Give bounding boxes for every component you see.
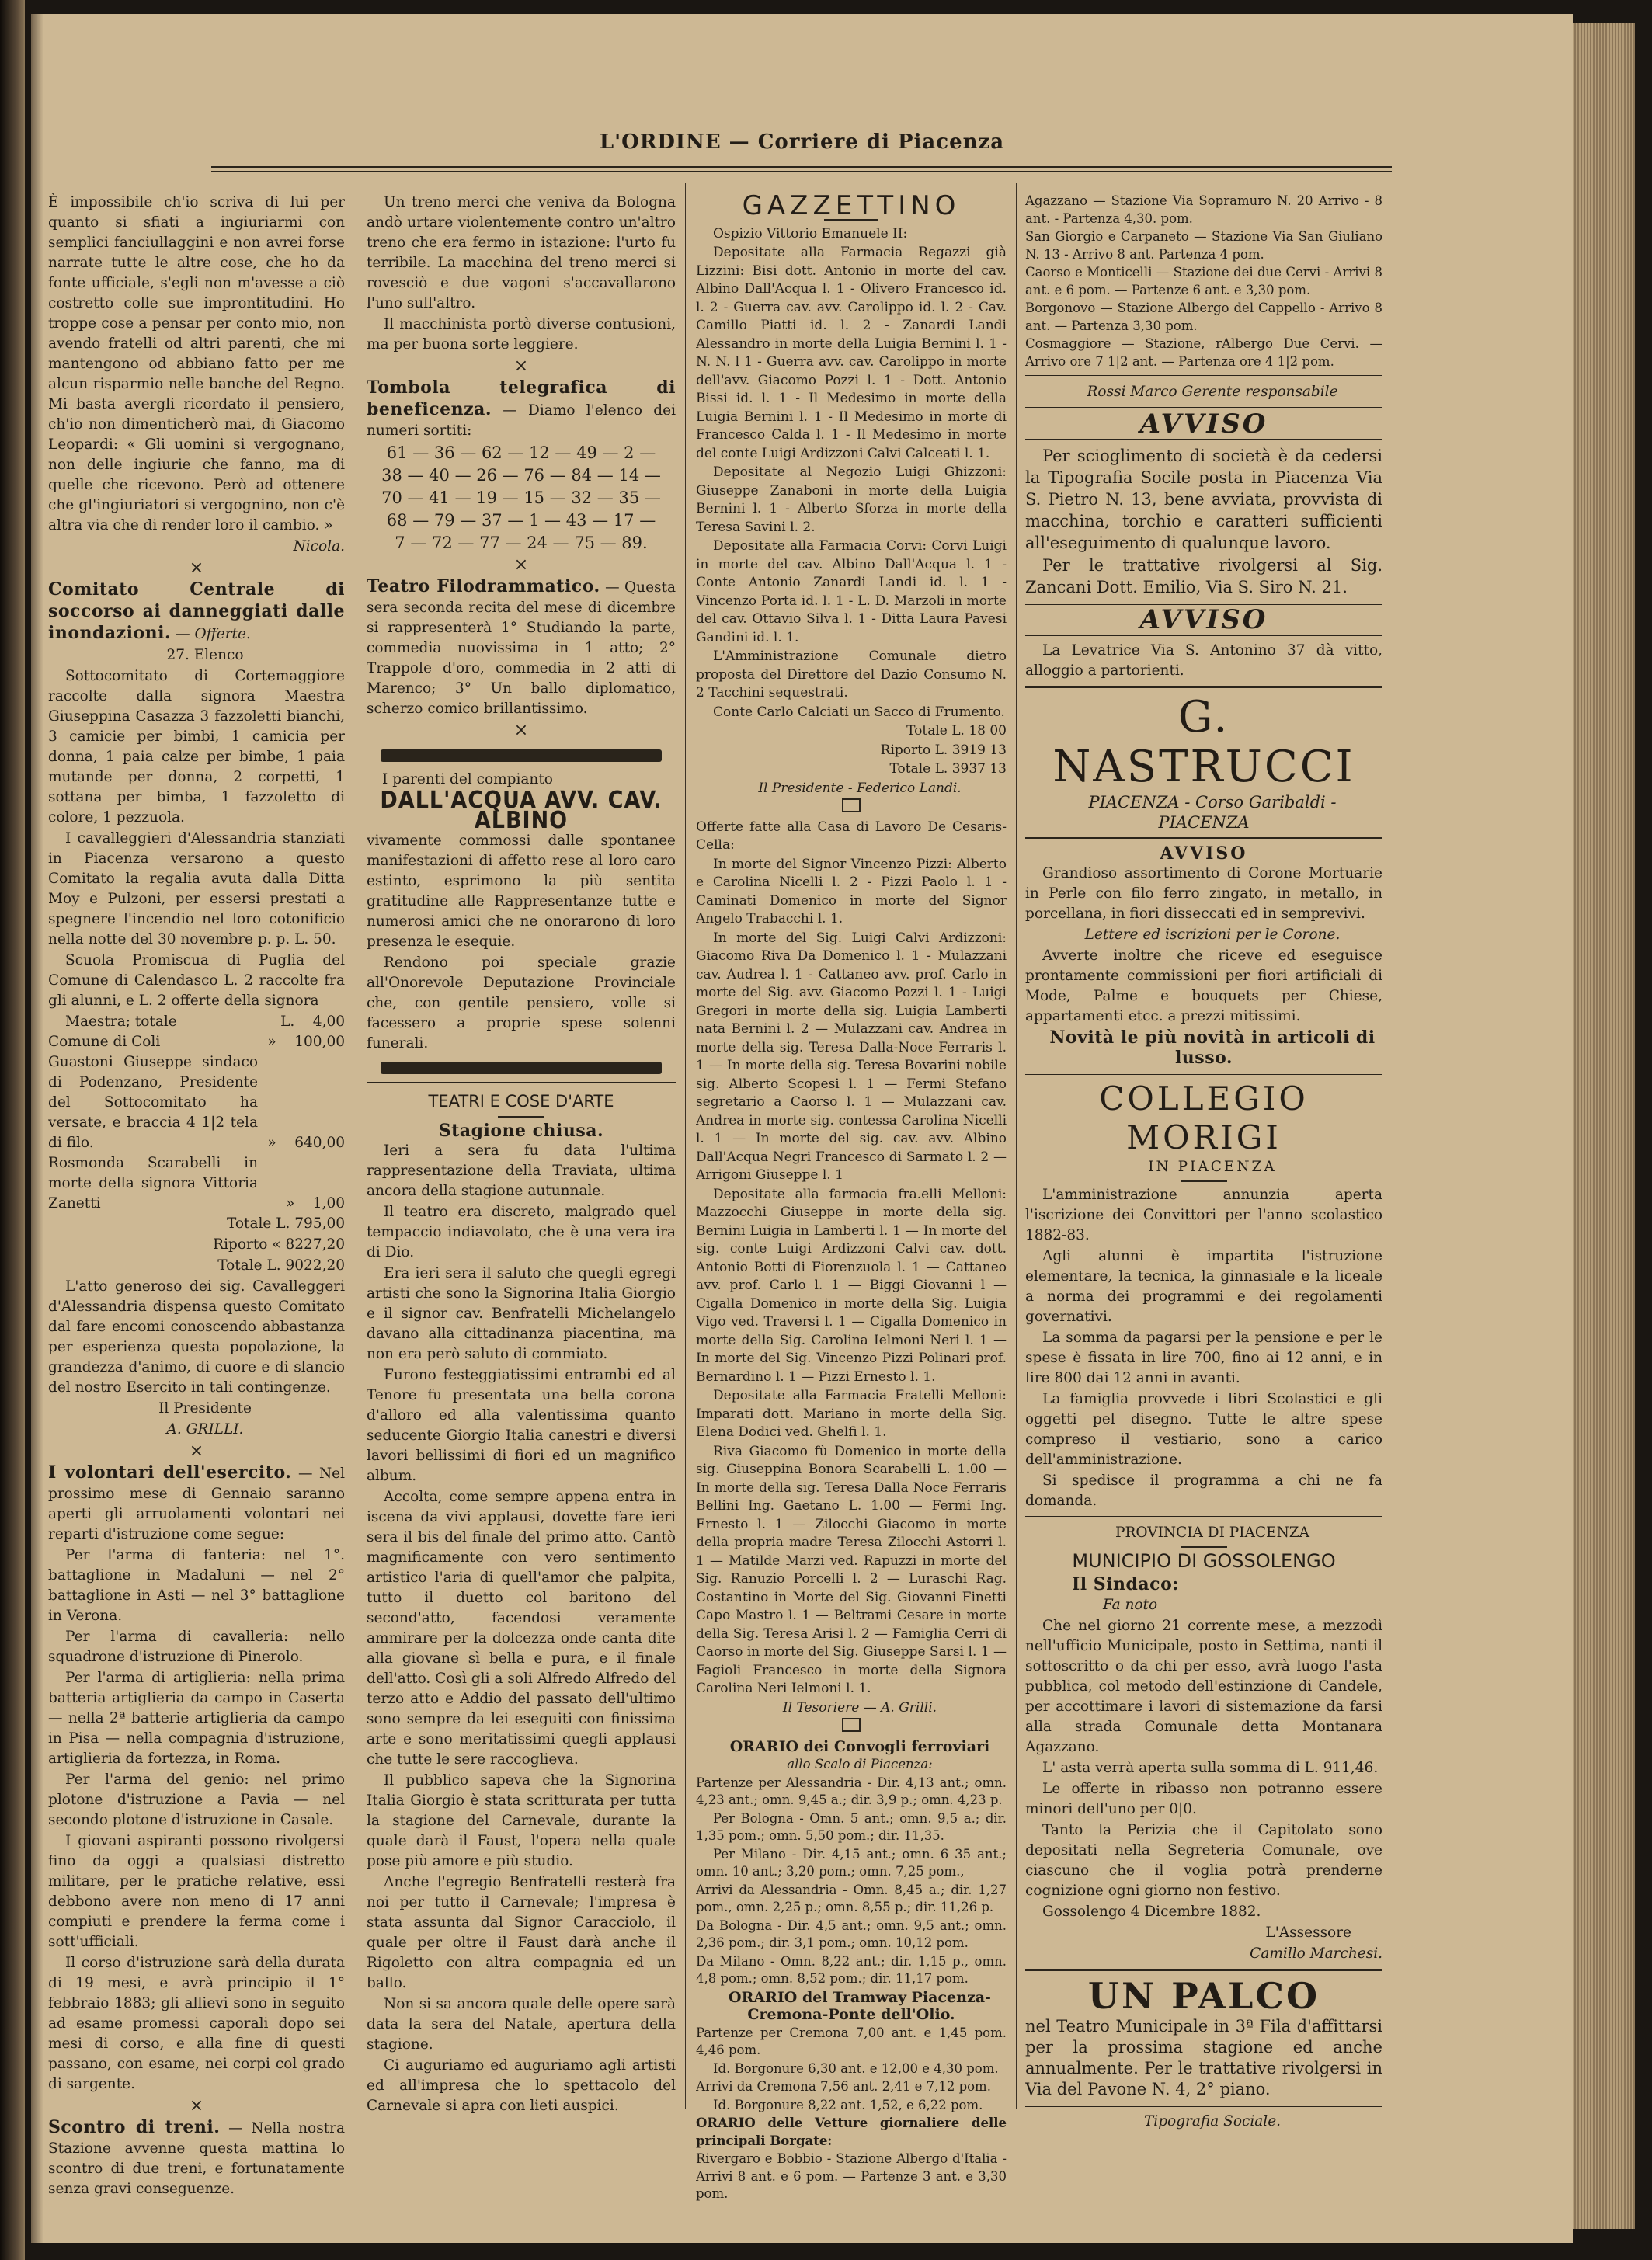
book-binding-left [0,0,25,2260]
paragraph-atto-generoso: L'atto generoso dei sig. Cavalleggeri d'Alessandria dispensa questo Comitato dal fare encomi conoscendo abbastanza per esperienza questa popolazione, la grandezza d'animo, di cuore e di slancio del nostro Esercito in tali contingenze. [48,1278,345,1396]
volontari-intro: — Nel prossimo mese di Gennaio saranno aperti gli arruolamenti volontari nei reparti d'istruzione come segue: [48,1466,345,1542]
nastrucci-name: G. NASTRUCCI [1052,692,1355,792]
morigi-p5: Si spedisce il programma a chi ne fa domanda. [1025,1472,1382,1509]
municipio-heading: MUNICIPIO DI GOSSOLENGO [1072,1550,1336,1572]
gossolengo-date: Gossolengo 4 Dicembre 1882. [1042,1904,1261,1920]
teatro-filo-text: — Questa sera seconda recita del mese di dicembre si rappresenterà 1° Studiando la parte, commedia nuovissima in 1 atto; 2° Trappole d'oro, commedia in 2 atti di Marenco; 3° Un ballo diplomatico, scherzo comico brillantissimo. [367,579,676,717]
gazz-p4: L'Amministrazione Comunale dietro proposta del Direttore del Dazio Consumo N. 2 Tacchini sequestrati. [696,648,1007,701]
gazz-p3: Depositate alla Farmacia Corvi: Corvi Luigi in morte del cav. Albino Dall'Acqua l. 1 - Conte Antonio Zanardi Landi id. l. 1 - Vincenzo Porta id. l. 1 - L. D. Marzoli in morte del cav. Ottavio Silva l. 1 - Ditta Laura Pavesi Gandini id. l. 1. [696,538,1007,645]
stagione-heading: Stagione chiusa. [438,1121,604,1141]
palco-text: nel Teatro Municipale in 3ª Fila d'affittarsi per la prossima stagione ed anche annualmente. Per le trattative rivolgersi in Via del Pavone N. 4, 2° piano. [1025,2017,1382,2098]
dallacqua-name: DALL'ACQUA AVV. CAV. ALBINO [380,787,663,834]
orario-tramway-heading: ORARIO del Tramway Piacenza-Cremona-Ponte dell'Olio. [729,1988,991,2023]
assessore-label: L'Assessore [1265,1924,1351,1941]
gazz-riporto: Riporto L. 3919 13 [880,742,1007,758]
riporto-1: Riporto « 8227,20 [213,1236,345,1253]
orario-vetture-heading: ORARIO delle Vetture giornaliere delle principali Borgate: [696,2116,1007,2148]
stagione-p7: Anche l'egregio Benfratelli resterà fra noi per tutto il Carnevale; l'impresa è stata assunta dal Signor Caracciolo, il quale per oltre il Faust darà anche il Rigoletto con altra compagnia ed un ballo. [367,1874,676,1991]
morigi-p4: La famiglia provvede i libri Scolastici e gli oggetti pel disegno. Tutte le altre spese compreso il vestiario, sono a carico dell'amministrazione. [1025,1391,1382,1468]
orario-row: Per Milano - Dir. 4,15 ant.; omn. 6 35 ant.; omn. 10 ant.; 3,20 pom.; omn. 7,25 pom., [696,1846,1007,1879]
comitato-heading: Comitato Centrale di soccorso ai danneggiati dalle inondazioni. [48,579,345,643]
divider [1025,837,1382,839]
volontari-artiglieria: Per l'arma di artiglieria: nella prima batteria artiglieria da campo in Caserta — nella 2ª batterie artiglieria da campo in Pisa — nella compagnia d'istruzione, artiglieria da fortezza, in Roma. [48,1670,345,1767]
column-4 [1025,193,1382,2243]
sindaco-label: Il Sindaco: [1072,1574,1179,1594]
vettura-row: Borgonovo — Stazione Albergo del Cappello - Arrivo 8 ant. — Partenza 3,30 pom. [1025,301,1382,333]
ledger-row: Maestra; totale L. 4,00 [65,1014,345,1030]
orario-ferrovie-heading: ORARIO dei Convogli ferroviari [729,1737,990,1755]
comitato-subheading: — Offerte. [176,626,251,642]
separator-x: × [189,558,204,578]
mourning-bar [381,749,662,762]
box-separator [696,798,1007,819]
stagione-p6: Il pubblico sapeva che la Signorina Italia Giorgio è stata scritturata per tutta la stagione del Carnevale, durante la quale darà il Faust, l'opera nella quale pose più amore e più studio. [367,1772,676,1869]
paragraph-cortemaggiore: Sottocomitato di Cortemaggiore raccolte dalla signora Maestra Giuseppina Casazza 3 fazzoletti bianchi, 3 camicie per bimbi, 1 camicia per donna, 1 paia calze per bimbe, 1 paia mutande per donna, 2 corpetti, 1 sottana per bimba, 1 fazzoletto di colore, 1 pezzuola. [48,668,345,826]
volontari-genio: Per l'arma del genio: nel primo plotone d'istruzione a Pavia — nel secondo plotone d'istruzione in Casale. [48,1771,345,1828]
morigi-subheading: IN PIACENZA [1148,1159,1277,1175]
short-divider [1181,1546,1227,1548]
vettura-row: Cosmaggiore — Stazione, rAlbergo Due Cervi. — Arrivo ore 7 1|2 ant. — Partenza ore 4 1|2 pom. [1025,336,1382,369]
elenco-label: 27. Elenco [166,647,244,663]
scontro-text: — Nella nostra Stazione avvenne questa mattina lo scontro di due treni, e fortunatamente senza gravi conseguenze. [48,2120,345,2197]
divider [1025,2105,1382,2107]
teatri-heading: TEATRI E COSE D'ARTE [428,1092,614,1111]
separator-x: × [513,721,529,740]
column-3 [696,193,1007,2243]
fa-noto: Fa noto [1103,1597,1158,1613]
column-rule-2 [685,183,686,2109]
avviso-heading: AVVISO [1139,604,1268,635]
numbers-row: 7 — 72 — 77 — 24 — 75 — 89. [395,534,648,552]
gossolengo-p3: Le offerte in ribasso non potranno essere minori dell'uno per 0|0. [1025,1781,1382,1817]
paragraph-cavalleggieri: I cavalleggieri d'Alessandria stanziati in Piacenza versarono a questo Comitato la regalia avuta dalla Ditta Moy e Pulzoni, per essersi prestati a spegnere l'incendio nel loro cotonificio nella notte del 30 novembre p. p. L. 50. [48,830,345,947]
tombola-text: — Diamo l'elenco dei numeri sortiti: [367,402,676,439]
ospizio-label: Ospizio Vittorio Emanuele II: [713,225,908,242]
page-edges-right [1573,23,1635,2229]
tombola-heading: Tombola telegrafica di beneficenza. [367,377,676,419]
avviso-trattative: Per le trattative rivolgersi al Sig. Zancani Dott. Emilio, Via S. Siro N. 21. [1025,556,1382,596]
gossolengo-p1: Che nel giorno 21 corrente mese, a mezzodì nell'ufficio Municipale, posto in Settima, nanti il sottoscritto o da chi per esso, avrà luogo l'asta pubblica, col metodo dell'estinzione di Candele, per accottimare i lavori di sistemazione da farsi alla strada Comunale detta Montanara Agazzano. [1025,1618,1382,1755]
column-rule-3 [1016,183,1017,2109]
masthead: L'ORDINE — Corriere di Piacenza [599,130,1005,154]
numbers-row: 38 — 40 — 26 — 76 — 84 — 14 — [381,466,661,485]
offerte-heading: Offerte fatte alla Casa di Lavoro De Cesaris-Cella: [696,819,1007,853]
orario-row: Arrivi da Alessandria - Omn. 8,45 a.; dir. 1,27 pom., omn. 2,25 p.; omn. 8,55 p.; dir. 11,26 p. [696,1882,1007,1914]
short-divider [1181,1180,1227,1182]
volontari-cavalleria: Per l'arma di cavalleria: nello squadrone d'istruzione di Pinerolo. [48,1629,345,1665]
gazz-presidente: Il Presidente - Federico Landi. [758,780,962,796]
gossolengo-p2: L' asta verrà aperta sulla somma di L. 911,46. [1042,1760,1379,1776]
column-1 [48,193,345,2243]
morigi-p3: La somma da pagarsi per la pensione e per le spese è fissata in lire 700, fino ai 12 anni, e in lire 800 dai 12 anni in avanti. [1025,1330,1382,1386]
teatro-filo-heading: Teatro Filodrammatico. [367,576,600,596]
avviso-nastrucci-heading: AVVISO [1160,843,1248,864]
stagione-p4: Furono festeggiatissimi entrambi ed al Tenore fu presentata una bella corona d'alloro ed alla valentissima quanto seducente Giorgio Italia canestri e diversi lavori bellissimi di fiori ed un magnifico album. [367,1367,676,1484]
vettura-row: Caorso e Monticelli — Stazione dei due Cervi - Arrivi 8 ant. e 6 pom. — Partenze 6 ant. e 3,30 pom. [1025,265,1382,297]
divider [367,1082,676,1083]
gazzettino-heading: GAZZETTINO [742,193,961,221]
volontari-fanteria: Per l'arma di fanteria: nel 1°. battaglione in Madaluni — nel 2° battaglione in Asti — nel 3° battaglione in Verona. [48,1547,345,1624]
nastrucci-p2: Lettere ed iscrizioni per le Corone. [1084,927,1341,943]
assessore-name: Camillo Marchesi. [1250,1945,1382,1962]
totale-1: Totale L. 795,00 [226,1215,345,1232]
offerte-p3: Depositate alla farmacia fra.elli Melloni: Mazzocchi Giuseppe in morte della sig. Bernini Luigia in Lamberti l. 1 — In morte del sig. conte Luigi Ardizzoni Calvi cav. dott. Antonio Botti di Fiorenzuola l. 1 — Cattaneo avv. prof. Carlo l. 1 — Biggi Giovanni l — Cigalla Domenico in morte della Sig. Luigia Vigo ved. Traversi l. 1 — Cigalla Domenico in morte della Sig. Carolina Ielmoni Neri l. 1 — In morte del Sig. Vincenzo Pizzi Polinari prof. Bernardino l. 1 — Pizzi Ernesto l. 1. [696,1186,1007,1385]
avviso-tipografia: Per scioglimento di società è da cedersi la Tipografia Socile posta in Piacenza Via S. Pietro N. 13, bene avviata, provvista di macchina, torchio e caratteri sufficienti all'eseguimento di qualunque lavoro. [1025,447,1382,552]
orario-row: Da Bologna - Dir. 4,5 ant.; omn. 9,5 ant.; omn. 2,36 pom.; dir. 3,1 pom.; omn. 10,12 pom. [696,1918,1007,1950]
presidente-label: Il Presidente [158,1400,252,1417]
ringraziamento-2: Rendono poi speciale grazie all'Onorevole Deputazione Provinciale che, con gentile pensiero, volle si facessero a proprie spese solenni funerali. [367,954,676,1052]
nastrucci-p3: Avverte inoltre che riceve ed eseguisce prontamente commissioni per fiori artificiali di Mode, Palme e bouquets per Chiese, appartamenti etcc. a prezzi mitissimi. [1025,947,1382,1024]
mourning-bar [381,1062,662,1074]
offerte-p5: Riva Giacomo fù Domenico in morte della sig. Giuseppina Bonora Scarabelli L. 1.00 — In morte della sig. Teresa Dalla Noce Ferraris Bellini Ing. Gaetano L. 1.00 — Fermi Ing. Ernesto l. 1 — Zilocchi Giacomo in morte della propria madre Teresa Zilocchi Astorri l. 1 — Matilde Marzi ved. Rapuzzi in morte del Sig. Ranuzio Porcelli l. 2 — Luraschi Rag. Costantino in Morte del Sig. Giovanni Finetti Capo Mastro l. 1 — Beltrami Cesare in morte della Sig. Teresa Arisi l. 2 — Famiglia Cerri di Caorso in morte del Sig. Giuseppe Sarsi l. 1 — Fagioli Francesco in morte della Signora Carolina Neri Ielmoni l. 1. [696,1443,1007,1696]
tombola-numbers [367,442,676,555]
article-intro: È impossibile ch'io scriva di lui per quanto si sfiati a ingiuriarmi con semplici fanciullaggini e non avrei forse narrate tutte le altre cose, che ho da fonte ufficiale, s'egli non m'avesse a ciò costretto colle sue improntitudini. Ho troppe cose a pensar per conto mio, non avendo fratelli od altri parenti, che mi mantengono od abbiano fatto per me alcun risparmio nelle banche del Regno. Mi basta avergli ricordato il pensiero, ch'io non dimenticherò mai, di Giacomo Leopardi: « Gli uomini si vergognano, non delle ingiurie che fanno, ma di quelle che ricevono. Però ad ottenere che gl'ingiuriatori si vergognino, non c'è altra via che di render loro il cambio. » [48,194,345,534]
orario-row: Da Milano - Omn. 8,22 ant.; dir. 1,15 p., omn. 4,8 pom.; omn. 8,52 pom.; dir. 11,17 pom. [696,1953,1007,1986]
column-2 [367,193,676,2243]
stagione-p9: Ci auguriamo ed auguriamo agli artisti ed all'impresa che lo spettacolo del Carnevale si apra con lieti auspici. [367,2057,676,2114]
parenti-label: I parenti del compianto [382,771,553,788]
tesoriere: Il Tesoriere — A. Grilli. [782,1699,937,1716]
box-separator [696,1718,1007,1738]
stagione-p5: Accolta, come sempre appena entra in iscena da vivi applausi, dovette fare ieri sera il bis del finale del primo atto. Cantò magnificamente con vero sentimento artistico l'aria di quell'amor che palpita, tutto il duetto col baritono del second'atto, facendosi veramente ammirare per la dolcezza onde canta dite alla giovane sì bella e pura, e il finale dell'atto. Così gli a soli Alfredo Alfredo del terzo atto e Addio del passato dell'ultimo sono sempre da lei eseguiti con finissima arte e sono meritatissimi quegli applausi che tutte le sere raccoglieva. [367,1489,676,1768]
ledger-row: Rosmonda Scarabelli in morte della signora Vittoria Zanetti » 1,00 [48,1155,345,1212]
macchinista-paragraph: Il macchinista portò diverse contusioni, ma per buona sorte leggiere. [367,316,676,353]
provincia-heading: PROVINCIA DI PIACENZA [1115,1525,1309,1541]
gazz-totale-2: Totale L. 3937 13 [889,761,1007,777]
palco-heading: UN PALCO [1087,1975,1320,2017]
avviso-levatrice: La Levatrice Via S. Antonino 37 dà vitto, alloggio a partorienti. [1025,642,1382,679]
vetture-row: Rivergaro e Bobbio - Stazione Albergo d'Italia - Arrivi 8 ant. e 6 pom. — Partenze 3 ant. e 3,30 pom. [696,2151,1007,2201]
vettura-row: San Giorgio e Carpaneto — Stazione Via San Giuliano N. 13 - Arrivo 8 ant. Partenza 4 pom. [1025,229,1382,262]
ledger-row: Comune di Coli » 100,00 [48,1034,345,1050]
short-divider [498,1116,544,1118]
offerte-ledger [48,1012,345,1214]
tramway-row: Id. Borgonure 8,22 ant. 1,52, e 6,22 pom. [713,2097,983,2112]
ringraziamento-1: vivamente commossi dalle spontanee manifestazioni di affetto rese al loro caro estinto, esprimono la più sentita gratitudine alle Rappresentanze tutte e numerosi amici che ne onorarono di loro presenza le esequie. [367,833,676,950]
stagione-p3: Era ieri sera il saluto che quegli egregi artisti che sono la Signorina Italia Giorgio e il signor cav. Benfratelli Michelangelo davano alla cittadinanza piacentina, ma non era però saluto di commiato. [367,1265,676,1362]
numbers-row: 68 — 79 — 37 — 1 — 43 — 17 — [386,511,656,530]
morigi-p1: L'amministrazione annunzia aperta l'iscrizione dei Convittori per l'anno scolastico 1882-83. [1025,1187,1382,1243]
orario-row: Per Bologna - Omn. 5 ant.; omn. 9,5 a.; dir. 1,35 pom.; omn. 5,50 pom.; dir. 11,35. [696,1810,1007,1843]
divider [1025,375,1382,377]
gazz-p5: Conte Carlo Calciati un Sacco di Frumento. [713,704,1005,720]
morigi-heading: COLLEGIO MORIGI [1099,1080,1309,1156]
numbers-row: 70 — 41 — 19 — 15 — 32 — 35 — [381,489,661,507]
nastrucci-p1: Grandioso assortimento di Corone Mortuarie in Perle con filo ferro zingato, in metallo, in porcellana, in fiori disseccati ed in semprevivi. [1025,865,1382,922]
gazz-p1: Depositate alla Farmacia Regazzi già Lizzini: Bisi dott. Antonio in morte del cav. Albino Dall'Acqua l. 1 - Olivero Francesco id. l. 2 - Guerra cav. avv. Carolippo id. l. 2 - Cav. Camillo Piatti id. l. 2 - Zanardi Landi Alessandro in morte della Luigia Bernini l. 1 - N. N. l 1 - Guerra avv. cav. Carolippo in morte dell'avv. Giacomo Pozzi l. 1 - Dott. Antonio Bissi id. l. 1 - Il Medesimo in morte della Luigia Bernini l. 1 - Il Medesimo in morte di Francesco Calda l. 1 - Il Medesimo in morte del conte Luigi Ardizzoni Calvi Calceati l. 1. [696,245,1007,461]
signature-nicola: Nicola. [293,538,345,555]
tramway-row: Partenze per Cremona 7,00 ant. e 1,45 pom. 4,46 pom. [696,2025,1007,2057]
stagione-p1: Ieri a sera fu data l'ultima rappresentazione della Traviata, ultima ancora della stagione autunnale. [367,1142,676,1199]
numbers-row: 61 — 36 — 62 — 12 — 49 — 2 — [386,443,656,462]
tramway-row: Id. Borgonure 6,30 ant. e 12,00 e 4,30 pom. [713,2060,999,2076]
volontari-corso: Il corso d'istruzione sarà della durata di 19 mesi, e avrà principio il 1° febbraio 1883; gli allievi sono in seguito ad esame promessi caporali dopo sei mesi di corso, e alla fine di questi passano, con esame, nei corpi col grado di sargente. [48,1955,345,2092]
separator-x: × [513,555,529,575]
separator-x: × [189,1441,204,1461]
vettura-row: Agazzano — Stazione Via Sopramuro N. 20 Arrivo - 8 ant. - Partenza 4,30. pom. [1025,193,1382,226]
volontari-aspiranti: I giovani aspiranti possono rivolgersi fino da oggi a qualsiasi distretto militare, per le pratiche relative, essi debbono avere non meno di 17 anni compiuti e prendere la ferma come i sott'ufficiali. [48,1833,345,1950]
totale-2: Totale L. 9022,20 [217,1257,345,1274]
volontari-heading: I volontari dell'esercito. [48,1462,292,1483]
ledger-row: Guastoni Giuseppe sindaco di Podenzano, Presidente del Sottocomitato ha versate, e braccia 4 1|2 tela di filo. » 640,00 [48,1054,345,1151]
divider [1025,686,1382,688]
newspaper-page [31,14,1573,2243]
divider [1025,1969,1382,1971]
divider [1025,1073,1382,1075]
header-rule [211,166,1392,172]
separator-x: × [189,2096,204,2116]
gutter-shadow [31,14,43,2243]
gazz-totale-1: Totale L. 18 00 [906,723,1007,739]
divider [1025,1516,1382,1518]
tipografia-footer: Tipografia Sociale. [1143,2113,1282,2130]
nastrucci-novita: Novità le più novità in articoli di lusso. [1049,1027,1376,1068]
scontro-heading: Scontro di treni. [48,2117,221,2137]
paragraph-scuola: Scuola Promiscua di Puglia del Comune di Calendasco L. 2 raccolte fra gli alunni, e L. 2 offerte della signora [48,952,345,1009]
morigi-p2: Agli alunni è impartita l'istruzione elementare, la tecnica, la ginnasiale e la liceale a norma dei programmi e dei regolamenti governativi. [1025,1248,1382,1325]
gerente: Rossi Marco Gerente responsabile [1087,384,1338,400]
gazz-p2: Depositate al Negozio Luigi Ghizzoni: Giuseppe Zanaboni in morte della Luigia Bernini l. 1 - Alberto Sforza in morte della Teresa Savini l. 2. [696,464,1007,535]
tramway-row: Arrivi da Cremona 7,56 ant. 2,41 e 7,12 pom. [696,2079,991,2094]
treno-paragraph: Un treno merci che veniva da Bologna andò urtare violentemente contro un'altro treno che era fermo in istazione: l'urto fu terribile. La macchina del treno merci si rovesciò e due vagoni s'accavallarono l'uno sull'altro. [367,194,676,311]
offerte-p1: In morte del Signor Vincenzo Pizzi: Alberto e Carolina Nicelli l. 2 - Pizzi Paolo l. 1 - Caminati Domenico in morte del Signor Angelo Trabacchi l. 1. [696,856,1007,927]
presidente-name: A. GRILLI. [166,1421,244,1438]
stagione-p8: Non si sa ancora quale delle opere sarà data la sera del Natale, apertura della stagione. [367,1996,676,2053]
avviso-heading: AVVISO [1139,409,1268,440]
orario-ferrovie-sub: allo Scalo di Piacenza: [787,1757,933,1771]
gossolengo-p4: Tanto la Perizia che il Capitolato sono depositati nella Segreteria Comunale, ove ciascuno che il voglia potrà prenderne cognizione ogni giorno non festivo. [1025,1822,1382,1899]
nastrucci-address: PIACENZA - Corso Garibaldi - PIACENZA [1088,793,1337,832]
stagione-p2: Il teatro era discreto, malgrado quel tempaccio indiavolato, che è una vera ira di Dio. [367,1204,676,1260]
offerte-p4: Depositate alla Farmacia Fratelli Melloni: Imparati dott. Mariano in morte della Sig. Elena Dodici ved. Ghelfi l. 1. [696,1388,1007,1440]
orario-row: Partenze per Alessandria - Dir. 4,13 ant.; omn. 4,23 ant.; omn. 9,45 a.; dir. 3,9 p.; omn. 4,23 p. [696,1775,1007,1807]
separator-x: × [513,356,529,376]
offerte-p2: In morte del Sig. Luigi Calvi Ardizzoni: Giacomo Riva Da Domenico l. 1 - Mulazzani cav. Audrea l. 1 - Cattaneo avv. prof. Carlo in morte del Sig. avv. Giacomo Pozzi l. 1 - Luigi Gregori in morte della sig. Luigia Lamberti nata Bernini l. 2 — Mulazzani cav. Andrea in morte della sig. Teresa Dalla-Noce Ferraris l. 1 — In morte della sig. Teresa Bovarini nobile sig. Alberto Scopesi l. 1 — Fermi Stefano segretario a Caorso l. 1 — Mulazzani cav. Andrea in morte sig. contessa Carolina Nicelli l. 1 — In morte del sig. cav. avv. Albino Dall'Acqua Negri Francesco di Sarmato l. 2 — Arrigoni Giuseppe l. 1 [696,930,1007,1183]
